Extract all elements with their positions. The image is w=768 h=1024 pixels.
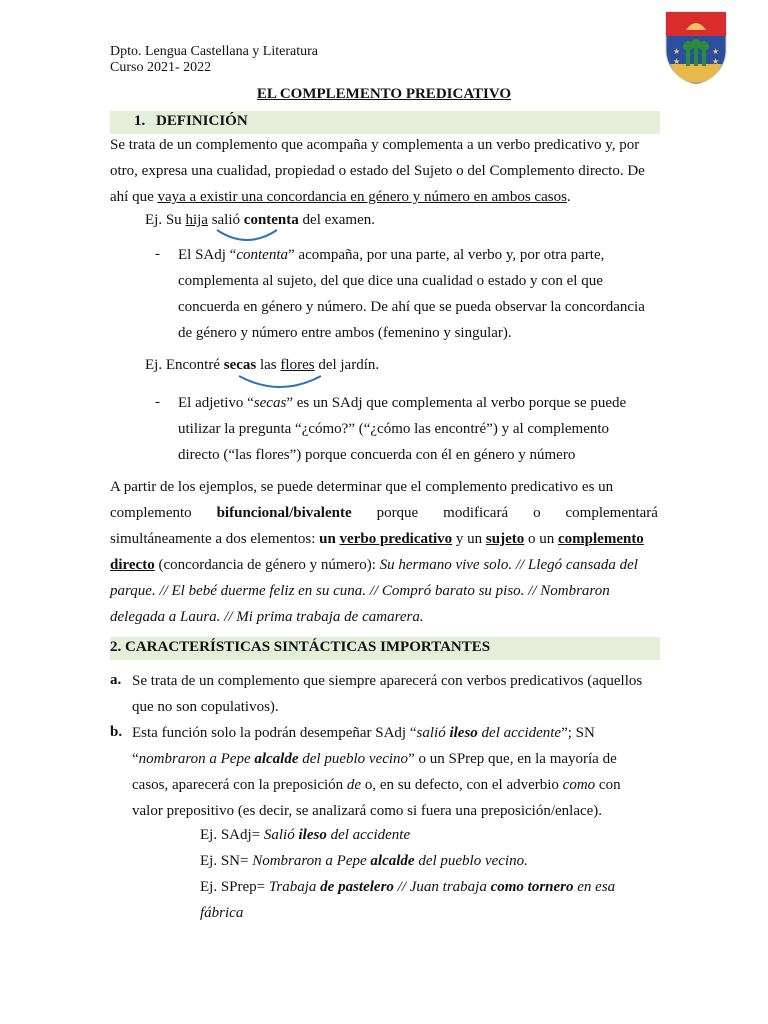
section-2-title: 2. CARACTERÍSTICAS SINTÁCTICAS IMPORTANTES — [110, 639, 491, 655]
item-a-text: Se trata de un complemento que siempre aparecerá con verbos predicativos (aquellos que no son copulativos). — [132, 673, 643, 715]
item-b-text: Esta función solo la podrán desempeñar SAdj “salió ileso del accidente”; SN “nombraron a Pepe alcalde del pueblo vecino” o un SPrep que, en la mayoría de casos, aparecerá con la preposición de o, en su defecto, con el adverbio como con valor prepositivo (es decir, se analizará como si fuera una preposición/enlace). — [132, 725, 621, 819]
school-shield-logo — [664, 10, 728, 86]
section-2-heading-bar — [110, 637, 660, 660]
section-1-heading-bar — [110, 111, 660, 134]
definition-line-3: ahí que vaya a existir una concordancia en género y número en ambos casos. — [110, 189, 571, 205]
section-1-title: DEFINICIÓN — [156, 113, 248, 129]
example-2-object: flores — [280, 357, 315, 373]
section-1-number: 1. — [134, 113, 146, 129]
bullet-2-text: El adjetivo “secas” es un SAdj que complementa al verbo porque se puede utilizar la pregunta “¿cómo?” (“¿cómo las encontré”) y al complemento directo (“las flores”) porque concuerda con él en género y número — [178, 395, 627, 463]
definition-paragraph — [110, 132, 658, 210]
bullet-1-dash: - — [155, 246, 160, 262]
header-department: Dpto. Lengua Castellana y Literatura — [110, 44, 318, 59]
example-sprep: Ej. SPrep= Trabaja de pastelero // Juan trabaja como tornero en esa — [200, 879, 616, 895]
example-sn: Ej. SN= Nombraron a Pepe alcalde del pueblo vecino. — [200, 853, 528, 869]
example-2-predicative: secas — [223, 357, 257, 373]
example-1-subject: hija — [185, 212, 208, 228]
header-course: Curso 2021- 2022 — [110, 60, 212, 75]
summary-paragraph: A partir de los ejemplos, se puede determinar que el complemento predicativo es un complemento bifuncional/bivalente porque modificará o complementará simultáneamente a dos elementos: un verbo predicativo y un sujeto o un complemento directo (concordancia de género y número): Su hermano vive solo. // Llegó cansada del parque. // El bebé duerme feliz en su cuna. // Compró barato su piso. // Nombraron delegada a Laura. // Mi prima trabaja de camarera. — [110, 479, 658, 625]
concordance-arc-2 — [236, 372, 324, 392]
example-2: Ej. Encontré secas las flores del jardín. — [145, 357, 380, 373]
example-1-predicative: contenta — [243, 212, 299, 228]
concordance-underline: vaya a existir una concordancia en género y número en ambos casos — [157, 189, 567, 205]
example-1: Ej. Su hija salió contenta del examen. — [145, 212, 375, 228]
item-a-label: a. — [110, 672, 122, 688]
example-sadj: Ej. SAdj= Salió ileso del accidente — [200, 827, 411, 843]
svg-text:★: ★ — [712, 47, 720, 56]
item-b-label: b. — [110, 724, 123, 740]
examples-list: Ej. SAdj= Salió ileso del accidente Ej. SN= Nombraron a Pepe alcalde del pueblo vecino. Ej. SPrep= Trabaja de pastelero // Juan trabaja como tornero en esa fábrica — [200, 822, 658, 926]
definition-line-2: otro, expresa una cualidad, propiedad o estado del Sujeto o del Complemento directo. De — [110, 163, 645, 179]
page-title: EL COMPLEMENTO PREDICATIVO — [256, 86, 512, 102]
svg-text:★: ★ — [712, 57, 720, 66]
bifunctional-term: bifuncional/bivalente — [216, 505, 352, 521]
svg-text:★: ★ — [673, 57, 681, 66]
bullet-2-dash: - — [155, 394, 160, 410]
definition-line-1: Se trata de un complemento que acompaña y complementa a un verbo predicativo y, por — [110, 137, 640, 153]
svg-text:★: ★ — [673, 47, 681, 56]
bullet-1-text: El SAdj “contenta” acompaña, por una parte, al verbo y, por otra parte, complementa al sujeto, del que dice una cualidad o estado y con el que concuerda en género y número. De ahí que se pueda observar la concordancia de género y número entre ambos (femenino y singular). — [178, 247, 645, 341]
